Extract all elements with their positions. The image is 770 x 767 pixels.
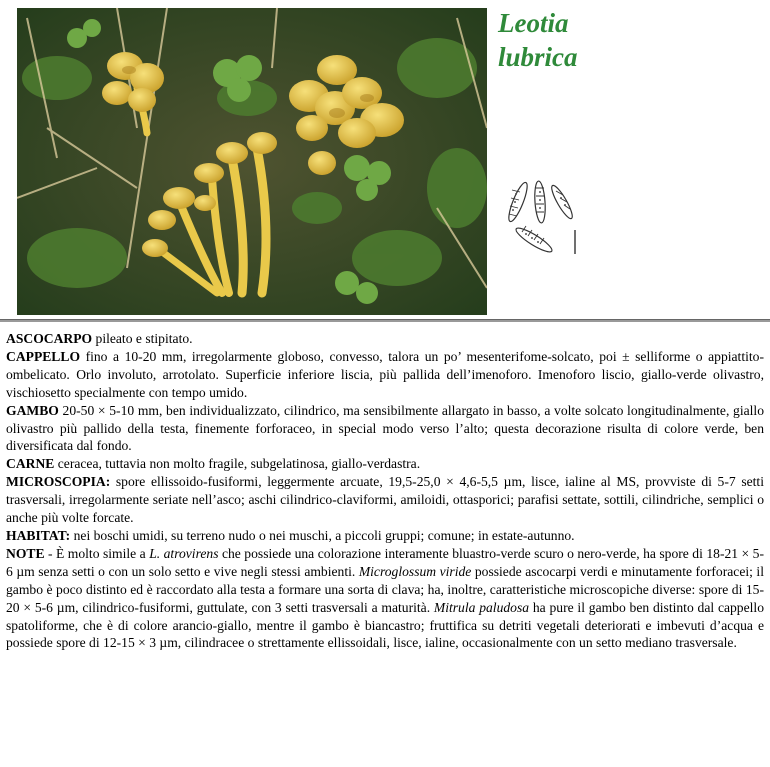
description-section [6,348,764,402]
description-section [6,455,764,473]
description-section [6,545,764,652]
section-label: ASCOCARPO [6,331,93,346]
section-text: - È molto simile a [48,545,150,561]
species-name: Microglossum viride [358,563,472,579]
mushroom-photo [17,8,487,315]
section-text: nei boschi umidi, su terreno nudo o nei muschi, a piccoli gruppi; comune; in estate-autunno. [73,527,575,543]
spore-3 [549,183,576,220]
section-text: ceracea, tuttavia non molto fragile, subgelatinosa, giallo-verdastra. [57,456,421,472]
species-description [6,330,764,652]
species-title-genus: Leotia [498,8,569,38]
section-label: CARNE [6,456,55,472]
description-section [6,527,764,545]
species-name: Mitrula paludosa [433,599,530,615]
section-label: GAMBO [6,402,59,418]
spore-2 [534,181,547,224]
section-divider [0,319,770,322]
species-name: L. atrovirens [149,545,219,561]
species-title [498,6,698,74]
section-label: MICROSCOPIA: [6,474,111,490]
section-label: CAPPELLO [6,348,81,364]
section-text: fino a 10-20 mm, irregolarmente globoso, convesso, talora un po’ mesenterifome-solcato, poi ± selliforme o appiattito-ombelicato. Orlo involuto, arrotolato. Superficie inferiore liscia, più pallida dell’imenoforo. Imenoforo liscio, giallo-verde olivastro, vischiosetto specialmente con tempo umido. [6,348,764,400]
section-text: possiede ascocarpi verdi e minutamente forforacei; il gambo è poco distinto ed è raccordato alla testa a formare una sorta di clava; ha, inoltre, caratteristiche microscopiche diverse: spore di 15-20 × 5-6 µm, cilindrico-fusiformi, guttulate, con 3 setti trasversali a maturità. [6,563,764,615]
section-label: NOTE [6,545,45,561]
spore-drawing [500,176,590,262]
section-text: ha pure il gambo ben distinto dal cappello spatoliforme, che è di colore arancio-giallo, mentre il gambo è biancastro; fruttifica su detriti vegetali deteriorati e imbevuti d’acqua e possiede spore di 12-15 × 3 µm, cilindracee o strettamente ellissoidali, lisce, ialine, occasionalmente con un setto mediano trasversale. [6,599,764,651]
section-text: spore ellissoido-fusiformi, leggermente arcuate, 19,5-25,0 × 4,6-5,5 µm, lisce, ialine al MS, provviste di 5-7 setti trasversali, irregolarmente seriate nell’asco; aschi cilindrico-claviformi, amiloidi, ottasporici; parafisi settate, sottili, cilindriche, semplici o anche più volte forcate. [6,474,764,526]
description-section [6,473,764,527]
section-text: pileato e stipitato. [95,331,193,346]
spore-1 [505,181,530,224]
description-section [6,402,764,456]
section-text: 20-50 × 5-10 mm, ben individualizzato, cilindrico, ma sensibilmente allargato in basso, a volte solcato longitudinalmente, giallo olivastro più pallido della testa, finemente forforaceo, in special modo verso l’alto; questa decorazione risulta di colore verde, ben diversificata dal fondo. [6,402,764,454]
description-section [6,330,764,348]
species-title-epithet: lubrica [498,42,578,72]
section-label: HABITAT: [6,527,71,543]
section-text: che possiede una colorazione interamente bluastro-verde scuro o nero-verde, ha spore di 18-21 × 5-6 µm senza setti o con un solo setto e vive negli stessi ambienti. [6,545,765,579]
